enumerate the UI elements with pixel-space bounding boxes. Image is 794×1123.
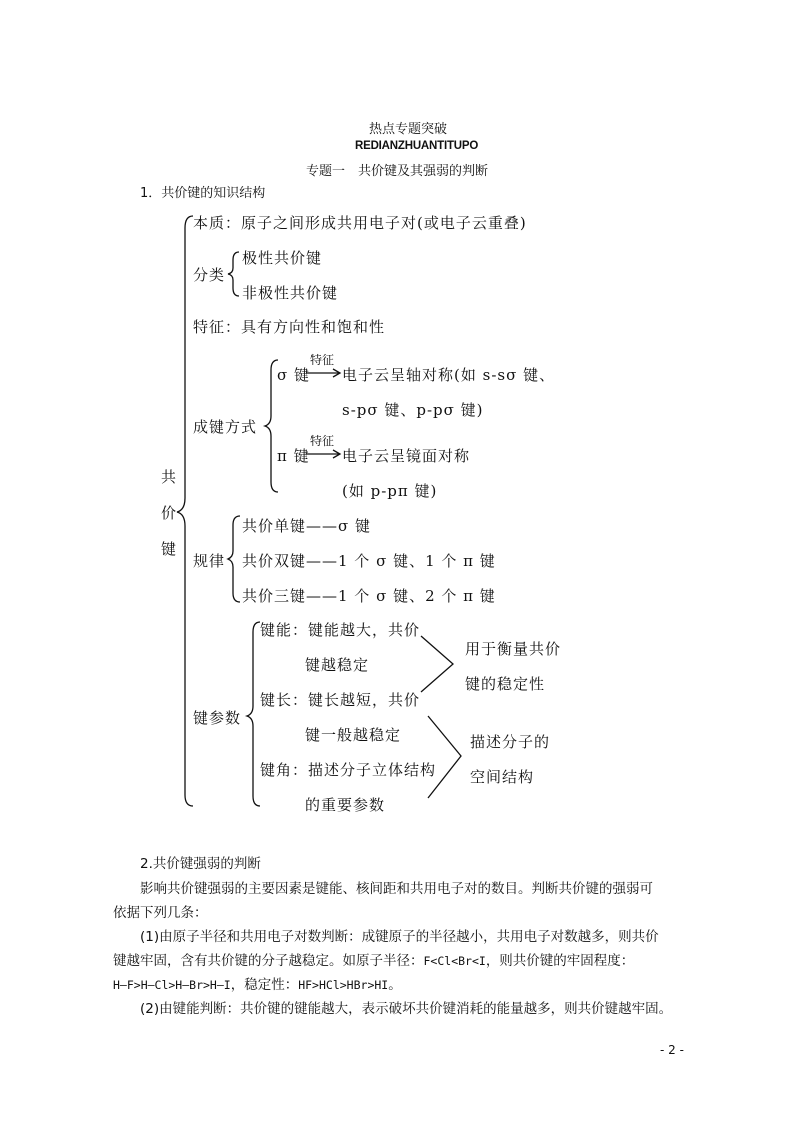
classification-brace	[228, 252, 239, 296]
sigma-bond-label: σ 键	[277, 366, 311, 384]
root-char-3: 键	[161, 540, 178, 558]
paragraph3: (2)由键能判断：共价键的键能越大，表示破坏共价键消耗的能量越多，则共价键越牢固。	[140, 1001, 673, 1017]
structure-bracket	[428, 716, 461, 798]
bonding-label: 成键方式	[193, 418, 258, 436]
topic-title: 专题一 共价键及其强弱的判断	[306, 164, 489, 179]
paragraph2-line3	[113, 973, 402, 993]
structure-use-line2: 空间结构	[470, 768, 535, 786]
paragraph2-line1: (1)由原子半径和共用电子对数判断：成键原子的半径越小，共用电子对数越多，则共价	[140, 929, 659, 945]
paragraph2-line2-text-a: 键越牢固，含有共价键的分子越稳定。如原子半径：	[113, 953, 424, 969]
pi-description-line1: 电子云呈镜面对称	[342, 447, 471, 465]
sigma-description-line1: 电子云呈轴对称(如 s-sσ 键、	[342, 366, 556, 384]
paragraph1-line1: 影响共价键强弱的主要因素是键能、核间距和共用电子对的数目。判断共价键的强弱可	[140, 881, 653, 897]
sigma-arrow-label: 特征	[310, 353, 335, 367]
stability-comparison: HF>HCl>HBr>HI	[298, 978, 389, 992]
radius-comparison: F<Cl<Br<I	[423, 954, 486, 968]
section1-heading: 1．共价键的知识结构	[140, 186, 266, 201]
parameters-label: 键参数	[193, 709, 242, 727]
classification-item-nonpolar: 非极性共价键	[242, 284, 339, 302]
rule-single-bond: 共价单键——σ 键	[242, 517, 372, 535]
essence-text: 本质：原子之间形成共用电子对(或电子云重叠)	[193, 214, 527, 232]
rule-triple-bond: 共价三键——1 个 σ 键、2 个 π 键	[242, 587, 496, 605]
paragraph2-line3-text-b: ，稳定性：	[230, 977, 299, 993]
bond-length-line1: 键长：键长越短，共价	[260, 691, 421, 709]
root-char-2: 价	[161, 504, 178, 522]
paragraph2-line3-text-d: 。	[388, 977, 402, 993]
bond-angle-line1: 键角：描述分子立体结构	[260, 761, 437, 779]
stability-bracket	[421, 636, 453, 692]
main-brace	[177, 216, 193, 806]
rules-brace	[228, 516, 240, 602]
feature-text: 特征：具有方向性和饱和性	[193, 318, 386, 336]
root-char-1: 共	[161, 468, 178, 486]
bond-strength-comparison: H—F>H—Cl>H—Br>H—I	[113, 978, 231, 992]
classification-item-polar: 极性共价键	[242, 249, 323, 267]
bond-energy-line2: 键越稳定	[305, 656, 370, 674]
bond-energy-line1: 键能：键能越大，共价	[260, 621, 421, 639]
stability-use-line1: 用于衡量共价	[465, 640, 562, 658]
structure-use-line1: 描述分子的	[470, 733, 551, 751]
page-number: - 2 -	[660, 1043, 684, 1057]
pi-description-line2: (如 p-pπ 键)	[342, 482, 438, 500]
pi-bond-label: π 键	[277, 447, 310, 465]
paragraph2-line2	[113, 949, 634, 969]
paragraph1-line2: 依据下列几条：	[113, 905, 208, 921]
page-title: 热点专题突破	[369, 122, 448, 137]
paragraph2-line2-text-c: ，则共价键的牢固程度：	[485, 953, 635, 969]
parameters-brace	[247, 622, 260, 806]
classification-label: 分类	[193, 266, 226, 284]
rules-label: 规律	[193, 552, 226, 570]
bond-length-line2: 键一般越稳定	[305, 726, 402, 744]
pi-arrow-label: 特征	[310, 434, 335, 448]
bond-angle-line2: 的重要参数	[305, 796, 386, 814]
pinyin-title: REDIANZHUANTITUPO	[355, 140, 479, 152]
rule-double-bond: 共价双键——1 个 σ 键、1 个 π 键	[242, 552, 496, 570]
stability-use-line2: 键的稳定性	[465, 675, 546, 693]
section2-heading: 2.共价键强弱的判断	[140, 856, 261, 872]
sigma-description-line2: s-pσ 键、p-pσ 键)	[342, 401, 484, 419]
